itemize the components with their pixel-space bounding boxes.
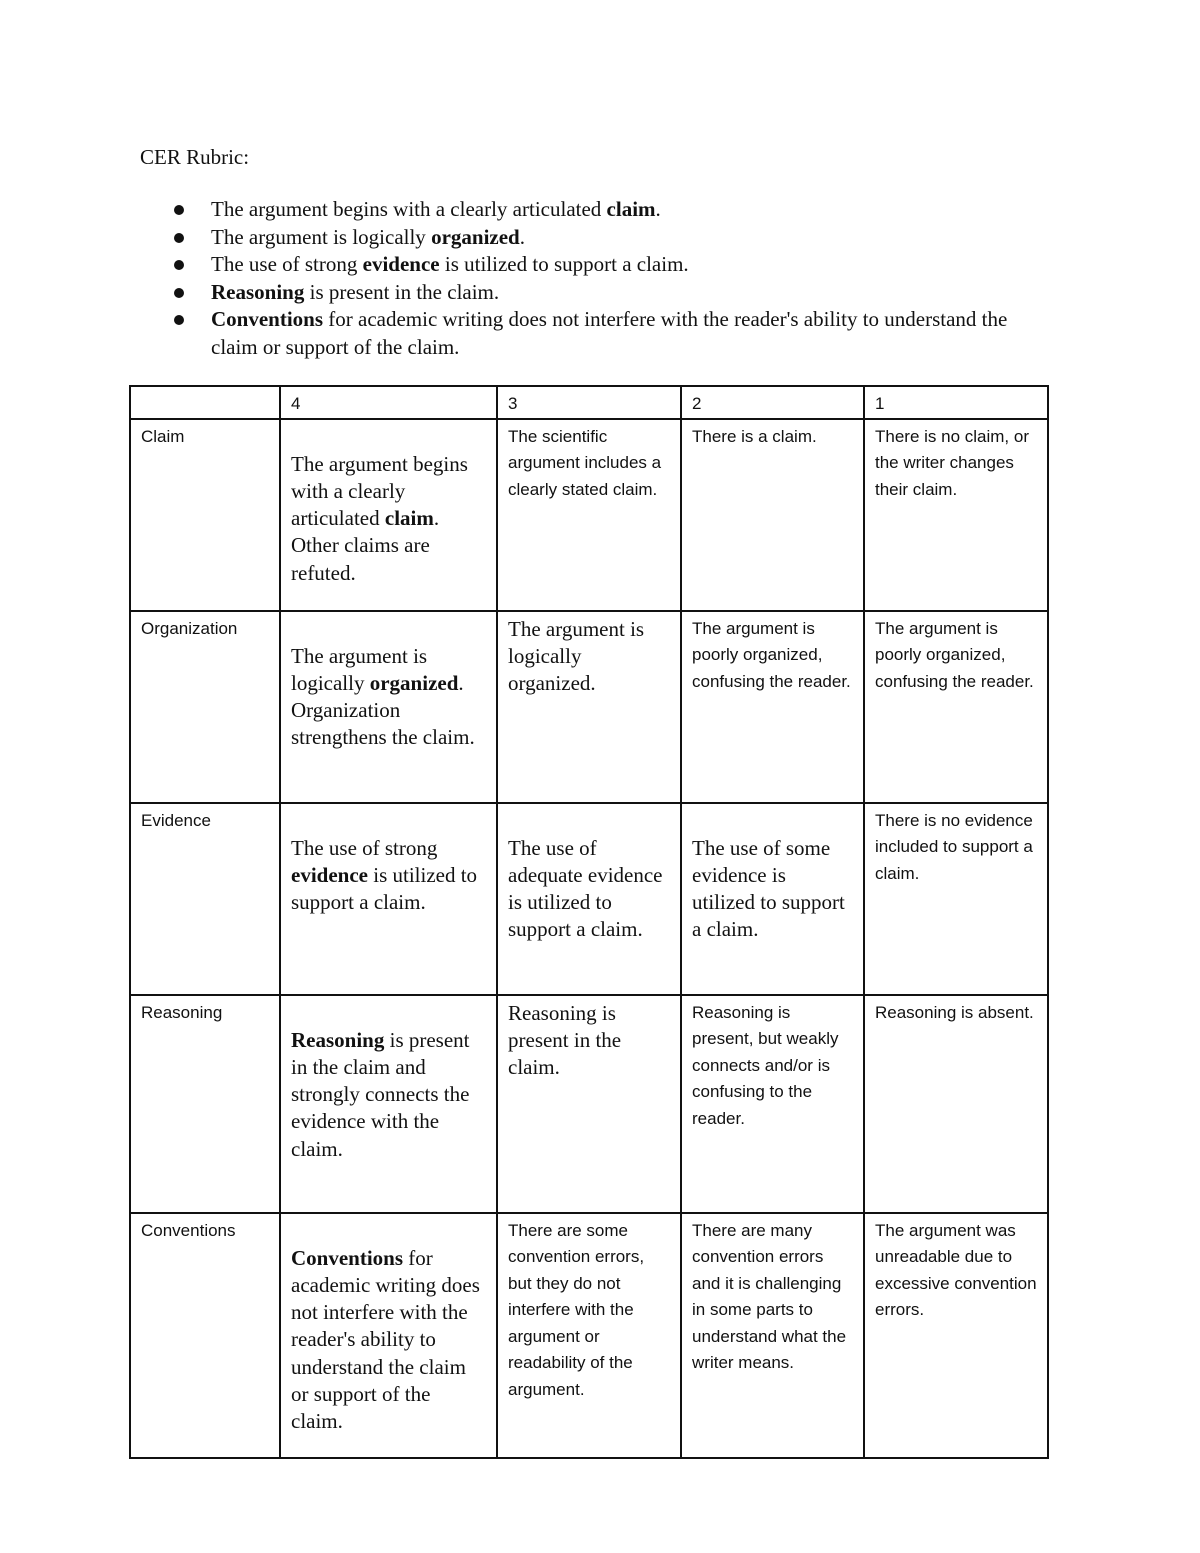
header-cell-empty	[130, 386, 280, 419]
criterion-cell: Claim	[130, 419, 280, 611]
level-3-cell: The scientific argument includes a clearly stated claim.	[497, 419, 681, 611]
table-row	[130, 995, 1048, 1213]
level-4-cell: The use of strong evidence is utilized to support a claim.	[280, 803, 497, 995]
bullet-dot-icon	[174, 315, 184, 325]
page-title: CER Rubric:	[140, 145, 250, 169]
level-4-cell: The argument is logically organized. Organization strengthens the claim.	[280, 611, 497, 803]
level-3-cell: Reasoning is present in the claim.	[497, 995, 681, 1213]
table-header-row	[130, 386, 1048, 419]
bullet-item: The argument begins with a clearly articulated claim.	[140, 196, 1020, 224]
rubric-table	[129, 385, 1049, 1459]
header-cell-level-4: 4	[280, 386, 497, 419]
criterion-cell: Conventions	[130, 1213, 280, 1458]
level-4-cell: Reasoning is present in the claim and strongly connects the evidence with the claim.	[280, 995, 497, 1213]
level-1-cell: The argument was unreadable due to excessive convention errors.	[864, 1213, 1048, 1458]
bullet-item: The argument is logically organized.	[140, 224, 1020, 252]
criterion-cell: Reasoning	[130, 995, 280, 1213]
header-cell-level-1: 1	[864, 386, 1048, 419]
table-row	[130, 611, 1048, 803]
level-2-cell: The use of some evidence is utilized to support a claim.	[681, 803, 864, 995]
table-row	[130, 419, 1048, 611]
level-1-cell: Reasoning is absent.	[864, 995, 1048, 1213]
header-cell-level-2: 2	[681, 386, 864, 419]
bullet-dot-icon	[174, 260, 184, 270]
criterion-cell: Evidence	[130, 803, 280, 995]
level-1-cell: There is no claim, or the writer changes their claim.	[864, 419, 1048, 611]
level-2-cell: There are many convention errors and it is challenging in some parts to understand what the writer means.	[681, 1213, 864, 1458]
level-2-cell: There is a claim.	[681, 419, 864, 611]
bullet-item: Conventions for academic writing does not interfere with the reader's ability to understand the claim or support of the claim.	[140, 306, 1020, 361]
bullet-item: Reasoning is present in the claim.	[140, 279, 1020, 307]
header-cell-level-3: 3	[497, 386, 681, 419]
level-3-cell: There are some convention errors, but they do not interfere with the argument or readability of the argument.	[497, 1213, 681, 1458]
bullet-list	[140, 196, 1020, 361]
bullet-item: The use of strong evidence is utilized to support a claim.	[140, 251, 1020, 279]
level-3-cell: The argument is logically organized.	[497, 611, 681, 803]
bullet-dot-icon	[174, 288, 184, 298]
criterion-cell: Organization	[130, 611, 280, 803]
bullet-dot-icon	[174, 205, 184, 215]
level-1-cell: There is no evidence included to support a claim.	[864, 803, 1048, 995]
bullet-dot-icon	[174, 233, 184, 243]
level-2-cell: The argument is poorly organized, confusing the reader.	[681, 611, 864, 803]
level-2-cell: Reasoning is present, but weakly connects and/or is confusing to the reader.	[681, 995, 864, 1213]
table-row	[130, 803, 1048, 995]
level-4-cell: Conventions for academic writing does not interfere with the reader's ability to understand the claim or support of the claim.	[280, 1213, 497, 1458]
level-1-cell: The argument is poorly organized, confusing the reader.	[864, 611, 1048, 803]
table-row	[130, 1213, 1048, 1458]
level-3-cell: The use of adequate evidence is utilized to support a claim.	[497, 803, 681, 995]
level-4-cell: The argument begins with a clearly articulated claim. Other claims are refuted.	[280, 419, 497, 611]
